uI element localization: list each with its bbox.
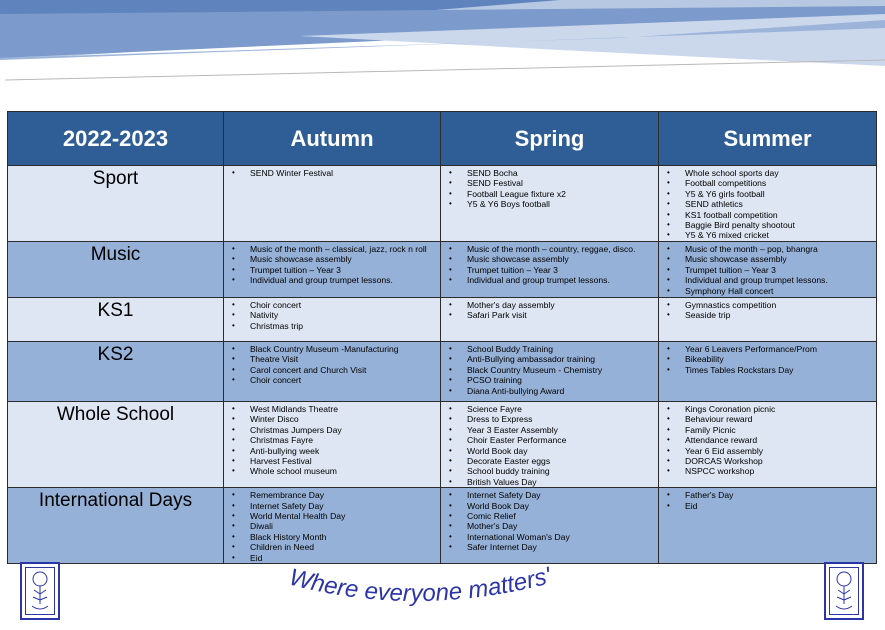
spring-cell	[441, 402, 659, 488]
spring-cell	[441, 298, 659, 342]
list-item: • Family Picnic	[663, 425, 872, 435]
list-item: • Music of the month – classical, jazz, rock n roll	[228, 244, 436, 254]
table-row	[8, 298, 877, 342]
event-list	[663, 168, 872, 241]
list-item: • Internet Safety Day	[228, 501, 436, 511]
event-list	[663, 344, 872, 375]
tree-crest-icon	[830, 570, 858, 614]
spring-cell	[441, 166, 659, 242]
row-category: Sport	[8, 166, 224, 242]
list-item: • Year 6 Leavers Performance/Prom	[663, 344, 872, 354]
list-item: • Individual and group trumpet lessons.	[663, 275, 872, 285]
list-item: • Black Country Museum - Chemistry	[445, 365, 654, 375]
list-item: • Bikeability	[663, 354, 872, 364]
list-item: • Carol concert and Church Visit	[228, 365, 436, 375]
activities-table	[7, 111, 877, 564]
list-item: • KS1 football competition	[663, 210, 872, 220]
list-item: • Trumpet tuition – Year 3	[663, 265, 872, 275]
list-item: • Y5 & Y6 mixed cricket	[663, 230, 872, 240]
summer-cell	[659, 402, 877, 488]
autumn-cell	[224, 298, 441, 342]
table-row	[8, 342, 877, 402]
list-item: • Mother's day assembly	[445, 300, 654, 310]
list-item: • SEND Bocha	[445, 168, 654, 178]
list-item: • Times Tables Rockstars Day	[663, 365, 872, 375]
list-item: • Dress to Express	[445, 414, 654, 424]
list-item: • Father's Day	[663, 490, 872, 500]
list-item: • Attendance reward	[663, 435, 872, 445]
list-item: • Decorate Easter eggs	[445, 456, 654, 466]
list-item: • Theatre Visit	[228, 354, 436, 364]
event-list	[445, 344, 654, 396]
event-list	[445, 404, 654, 487]
summer-cell	[659, 166, 877, 242]
list-item: • Eid	[228, 553, 436, 563]
event-list	[228, 300, 436, 331]
term-header-summer: Summer	[659, 112, 877, 166]
event-list	[228, 244, 436, 286]
list-item: • Y5 & Y6 Boys football	[445, 199, 654, 209]
spring-cell	[441, 488, 659, 564]
list-item: • Mother's Day	[445, 521, 654, 531]
list-item: • Year 3 Easter Assembly	[445, 425, 654, 435]
event-list	[445, 300, 654, 321]
list-item: • Football competitions	[663, 178, 872, 188]
school-motto	[280, 558, 580, 618]
list-item: • Whole school museum	[228, 466, 436, 476]
spring-cell	[441, 242, 659, 298]
list-item: • Individual and group trumpet lessons.	[445, 275, 654, 285]
list-item: • Behaviour reward	[663, 414, 872, 424]
summer-cell	[659, 488, 877, 564]
list-item: • Nativity	[228, 310, 436, 320]
table-header-row	[8, 112, 877, 166]
list-item: • SEND Winter Festival	[228, 168, 436, 178]
table-row	[8, 166, 877, 242]
event-list	[445, 490, 654, 552]
autumn-cell	[224, 342, 441, 402]
summer-cell	[659, 298, 877, 342]
list-item: • Choir concert	[228, 300, 436, 310]
event-list	[663, 244, 872, 296]
list-item: • World Mental Health Day	[228, 511, 436, 521]
list-item: • PCSO training	[445, 375, 654, 385]
list-item: • Black Country Museum -Manufacturing	[228, 344, 436, 354]
row-category: International Days	[8, 488, 224, 564]
table-row	[8, 488, 877, 564]
summer-cell	[659, 242, 877, 298]
header-banner-graphic	[0, 0, 885, 90]
autumn-cell	[224, 242, 441, 298]
event-list	[663, 300, 872, 321]
year-header: 2022-2023	[8, 112, 224, 166]
motto-text: Where everyone matters'	[286, 562, 554, 608]
row-category: Whole School	[8, 402, 224, 488]
list-item: • SEND Festival	[445, 178, 654, 188]
autumn-cell	[224, 488, 441, 564]
list-item: • Christmas Fayre	[228, 435, 436, 445]
list-item: • Diwali	[228, 521, 436, 531]
list-item: • International Woman's Day	[445, 532, 654, 542]
list-item: • Trumpet tuition – Year 3	[445, 265, 654, 275]
list-item: • Science Fayre	[445, 404, 654, 414]
list-item: • Christmas trip	[228, 321, 436, 331]
list-item: • Anti-Bullying ambassador training	[445, 354, 654, 364]
list-item: • Gymnastics competition	[663, 300, 872, 310]
list-item: • Music showcase assembly	[228, 254, 436, 264]
event-list	[663, 404, 872, 477]
spring-cell	[441, 342, 659, 402]
list-item: • Comic Relief	[445, 511, 654, 521]
list-item: • Choir concert	[228, 375, 436, 385]
term-header-spring: Spring	[441, 112, 659, 166]
row-category: KS1	[8, 298, 224, 342]
event-list	[228, 168, 436, 178]
list-item: • Music showcase assembly	[663, 254, 872, 264]
list-item: • Winter Disco	[228, 414, 436, 424]
event-list	[228, 344, 436, 386]
list-item: • Remembrance Day	[228, 490, 436, 500]
list-item: • Safari Park visit	[445, 310, 654, 320]
list-item: • NSPCC workshop	[663, 466, 872, 476]
list-item: • Music of the month – country, reggae, disco.	[445, 244, 654, 254]
list-item: • School buddy training	[445, 466, 654, 476]
list-item: • Christmas Jumpers Day	[228, 425, 436, 435]
table-row	[8, 402, 877, 488]
list-item: • Children in Need	[228, 542, 436, 552]
list-item: • School Buddy Training	[445, 344, 654, 354]
list-item: • Music showcase assembly	[445, 254, 654, 264]
list-item: • Y5 & Y6 girls football	[663, 189, 872, 199]
list-item: • SEND athletics	[663, 199, 872, 209]
school-crest-right	[824, 562, 864, 620]
school-crest-left	[20, 562, 60, 620]
event-list	[228, 404, 436, 477]
list-item: • Safer Internet Day	[445, 542, 654, 552]
list-item: • Eid	[663, 501, 872, 511]
tree-crest-icon	[26, 570, 54, 614]
list-item: • Football League fixture x2	[445, 189, 654, 199]
event-list	[445, 168, 654, 210]
autumn-cell	[224, 166, 441, 242]
list-item: • Music of the month – pop, bhangra	[663, 244, 872, 254]
list-item: • Trumpet tuition – Year 3	[228, 265, 436, 275]
row-category: Music	[8, 242, 224, 298]
list-item: • Seaside trip	[663, 310, 872, 320]
list-item: • Harvest Festival	[228, 456, 436, 466]
list-item: • Year 6 Eid assembly	[663, 446, 872, 456]
list-item: • Choir Easter Performance	[445, 435, 654, 445]
term-header-autumn: Autumn	[224, 112, 441, 166]
event-list	[663, 490, 872, 511]
list-item: • Symphony Hall concert	[663, 286, 872, 296]
list-item: • World Book Day	[445, 501, 654, 511]
list-item: • Diana Anti-bullying Award	[445, 386, 654, 396]
table-row	[8, 242, 877, 298]
list-item: • Anti-bullying week	[228, 446, 436, 456]
event-list	[445, 244, 654, 286]
list-item: • British Values Day	[445, 477, 654, 487]
summer-cell	[659, 342, 877, 402]
list-item: • Kings Coronation picnic	[663, 404, 872, 414]
svg-text:Where everyone matters'	[287, 562, 556, 607]
list-item: • Internet Safety Day	[445, 490, 654, 500]
autumn-cell	[224, 402, 441, 488]
list-item: • DORCAS Workshop	[663, 456, 872, 466]
list-item: • West Midlands Theatre	[228, 404, 436, 414]
row-category: KS2	[8, 342, 224, 402]
list-item: • Black History Month	[228, 532, 436, 542]
event-list	[228, 490, 436, 563]
list-item: • World Book day	[445, 446, 654, 456]
list-item: • Whole school sports day	[663, 168, 872, 178]
list-item: • Baggie Bird penalty shootout	[663, 220, 872, 230]
list-item: • Individual and group trumpet lessons.	[228, 275, 436, 285]
